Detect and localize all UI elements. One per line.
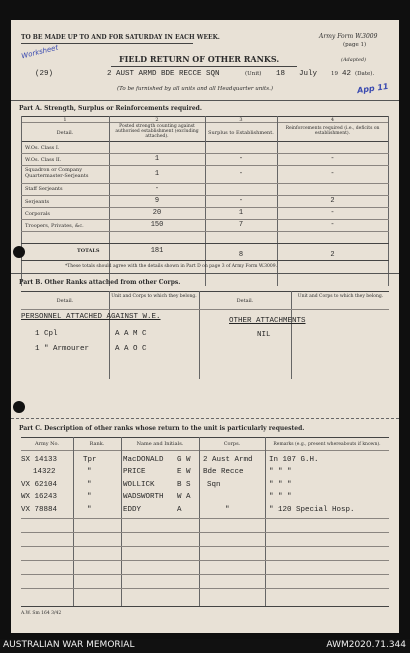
part-b-col-unit: Unit and Corps to which they belong. — [111, 294, 197, 299]
row-detail: Staff Serjeants — [25, 186, 63, 192]
part-c-row-rule — [21, 532, 389, 533]
initials: B S — [177, 481, 191, 489]
unit-label: (Unit) — [245, 71, 262, 77]
handwritten-note-left: Worksheet — [20, 43, 59, 61]
adapted-note: (Adapted) — [341, 57, 367, 63]
rank: " — [87, 493, 92, 501]
top-note: TO BE MADE UP TO AND FOR SATURDAY IN EACH WEEK. — [21, 34, 220, 41]
col-header-posted: Posted strength counting against authorised establishment (excluding attached). — [115, 124, 199, 139]
posted-value: - — [154, 185, 160, 193]
remarks: In 107 G.H. — [269, 456, 319, 464]
surplus-value: 1 — [238, 209, 244, 217]
corps: Sqn — [207, 481, 221, 489]
reinf-value: - — [330, 221, 335, 229]
reinf-value: 2 — [330, 197, 335, 205]
row-rule — [21, 165, 389, 166]
attached-unit: A A O C — [115, 345, 147, 353]
initials: G W — [177, 456, 191, 464]
print-code: A.W. Sm 164 3/42 — [21, 611, 62, 616]
rank: Tpr — [83, 456, 97, 464]
part-b-title: Part B. Other Ranks attached from other Corps. — [19, 279, 181, 286]
row-rule — [21, 195, 389, 196]
part-c-col-remarks: Remarks (e.g., present whereabouts if known). — [273, 442, 381, 447]
part-c-row-rule — [21, 574, 389, 575]
year-prefix: 19 — [331, 71, 338, 77]
part-c-header-rule — [21, 450, 389, 451]
army-no: VX 62104 — [21, 481, 58, 489]
part-c-col-army-no: Army No. — [34, 441, 60, 447]
row-detail: Serjeants — [25, 199, 50, 205]
part-c-col-name: Name and Initials. — [136, 441, 184, 447]
part-b-col-detail: Detail. — [56, 298, 74, 304]
remarks: " 120 Special Hosp. — [269, 506, 355, 514]
col-header-surplus: Surplus to Establishment. — [208, 130, 274, 136]
part-b-rule — [21, 291, 389, 292]
part-c-divider — [73, 437, 74, 607]
total-posted: 181 — [150, 247, 164, 255]
date-label: (Date). — [355, 71, 375, 77]
remarks: " " " — [269, 481, 292, 489]
attached-detail: 1 " Armourer — [35, 345, 90, 353]
row-rule — [21, 231, 389, 232]
row-detail: Corporals — [25, 211, 50, 217]
name: WADSWORTH — [123, 493, 164, 501]
archive-footer — [0, 639, 410, 653]
name: MacDONALD — [123, 456, 164, 464]
attached-unit: A A M C — [115, 330, 147, 338]
part-c-row-rule — [21, 560, 389, 561]
archive-accession-number: AWM2020.71.344 — [326, 640, 406, 650]
part-b-header-rule — [21, 309, 389, 310]
row-detail: Troopers, Privates, &c. — [25, 223, 84, 229]
name: EDDY — [123, 506, 142, 514]
return-year: 42 — [342, 70, 352, 78]
form-title: FIELD RETURN OF OTHER RANKS. — [119, 54, 280, 64]
part-a-top-rule — [11, 100, 399, 101]
return-number: (29) — [35, 70, 54, 78]
part-b-divider — [291, 291, 292, 379]
part-b-divider — [199, 291, 200, 379]
totals-rule — [21, 260, 389, 261]
army-no: 14322 — [33, 468, 56, 476]
initials: E W — [177, 468, 191, 476]
col-header-reinforcements: Reinforcements required (i.e., deficits on establishment). — [285, 126, 380, 136]
col-number-1: 1 — [63, 117, 67, 123]
part-b-col-detail-2: Detail. — [236, 298, 254, 304]
return-day: 18 — [276, 70, 286, 78]
part-a-footnote: *These totals should agree with the details shown in Part D on page 3 of Army Form W.3009. — [65, 264, 278, 269]
part-c-col-rank: Rank. — [89, 441, 105, 447]
row-detail: W.Os. Class I. — [25, 145, 60, 151]
part-c-divider — [265, 437, 266, 607]
field-return-sheet — [11, 20, 399, 633]
reinf-value: - — [330, 209, 335, 217]
part-c-col-corps: Corps. — [223, 441, 241, 447]
army-no: VX 78884 — [21, 506, 58, 514]
row-rule — [21, 183, 389, 184]
handwritten-note-right: App 11 — [356, 81, 390, 96]
attached-against-we-heading: PERSONNEL ATTACHED AGAINST W.E. — [21, 313, 161, 321]
part-a-title: Part A. Strength, Surplus or Reinforcements required. — [19, 105, 202, 112]
reinf-value: - — [330, 155, 335, 163]
part-b-divider — [109, 291, 110, 379]
part-c-row-rule — [21, 518, 389, 519]
col-header-detail: Detail. — [56, 130, 74, 136]
page-number: (page 1) — [343, 42, 367, 48]
name: WOLLICK — [123, 481, 155, 489]
posted-value: 9 — [154, 197, 160, 205]
attached-detail: 1 Cpl — [35, 330, 58, 338]
surplus-value: - — [238, 197, 244, 205]
col-number-3: 3 — [239, 117, 243, 123]
col-number-4: 4 — [330, 117, 335, 123]
remarks: " " " — [269, 493, 292, 501]
part-c-divider — [199, 437, 200, 607]
posted-value: 1 — [154, 155, 160, 163]
rank: " — [87, 506, 92, 514]
row-detail: Squadron or Company Quartermaster-Serjeants — [25, 167, 89, 179]
part-c-bottom-rule — [21, 606, 389, 607]
title-rule — [111, 66, 297, 67]
surplus-value: - — [238, 170, 244, 178]
row-rule — [21, 207, 389, 208]
top-note-underline — [21, 43, 193, 44]
posted-value: 20 — [152, 209, 162, 217]
rank: " — [87, 481, 92, 489]
part-b-col-unit-2: Unit and Corps to which they belong. — [297, 294, 384, 299]
corps: " — [225, 506, 230, 514]
corps: 2 Aust Armd — [203, 456, 253, 464]
punch-hole — [13, 401, 25, 413]
surplus-value: - — [238, 155, 244, 163]
unit-name: 2 AUST ARMD BDE RECCE SQN — [107, 70, 220, 78]
army-no: SX 14133 — [21, 456, 58, 464]
form-number: Army Form W.3009 — [319, 33, 378, 40]
posted-value: 150 — [150, 221, 164, 229]
army-no: WX 16243 — [21, 493, 58, 501]
name: PRICE — [123, 468, 146, 476]
total-reinf: 2 — [330, 251, 335, 259]
initials: W A — [177, 493, 191, 501]
remarks: " " " — [269, 468, 292, 476]
punch-hole — [13, 246, 25, 258]
corps: Bde Recce — [203, 468, 244, 476]
posted-value: 1 — [154, 170, 160, 178]
surplus-value: 7 — [238, 221, 244, 229]
total-surplus: 8 — [238, 251, 244, 259]
part-c-rule — [21, 437, 389, 438]
return-month: July — [299, 70, 318, 78]
part-b-top-rule — [11, 273, 399, 274]
part-c-row-rule — [21, 546, 389, 547]
col-number-2: 2 — [155, 117, 159, 123]
part-c-top-rule — [11, 418, 399, 420]
furnish-note: (To be furnished by all units and all Headquarter units.) — [117, 86, 273, 92]
part-c-title: Part C. Description of other ranks whose return to the unit is particularly requested. — [19, 425, 305, 432]
other-attachments-value: NIL — [257, 331, 271, 339]
row-detail: W.Os. Class II. — [25, 157, 62, 163]
archive-name: AUSTRALIAN WAR MEMORIAL — [3, 640, 135, 650]
rank: " — [87, 468, 92, 476]
part-c-divider — [121, 437, 122, 607]
row-rule — [21, 243, 389, 244]
other-attachments-heading: OTHER ATTACHMENTS — [229, 317, 306, 325]
reinf-value: - — [330, 170, 335, 178]
initials: A — [177, 506, 182, 514]
part-c-row-rule — [21, 588, 389, 589]
row-rule — [21, 153, 389, 154]
row-rule — [21, 219, 389, 220]
totals-label: TOTALS — [77, 248, 100, 254]
